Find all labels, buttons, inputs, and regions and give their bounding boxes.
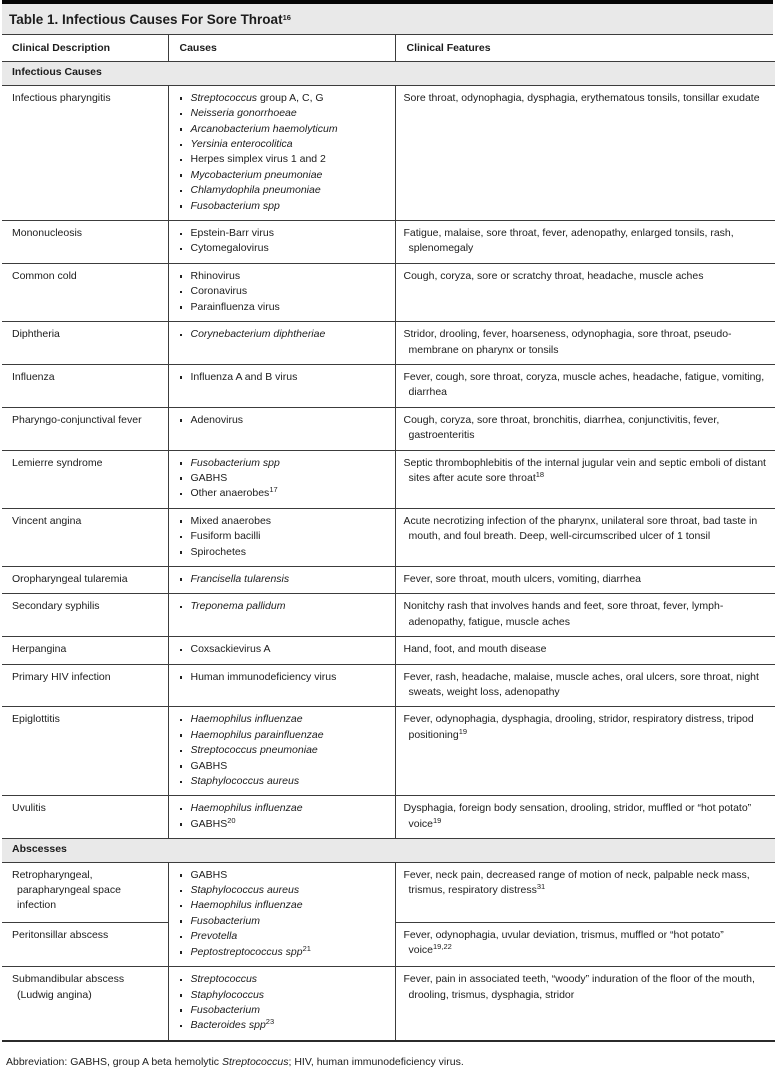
cell-text	[404, 226, 768, 257]
cause-item	[169, 572, 389, 587]
text-run: Hand, foot, and mouth disease	[403, 643, 547, 656]
col-header-clinical-description: Clinical Description	[12, 42, 111, 54]
cell-text	[404, 801, 768, 832]
cause-item	[169, 599, 389, 614]
text-run: Peritonsillar abscess	[12, 928, 109, 941]
bullet-icon	[180, 936, 183, 939]
text-run: Oropharyngeal tularemia	[12, 572, 128, 585]
text-run: Fever, rash, headache, malaise, muscle aches, oral ulcers, sore throat, night sweats, weight loss, adenopathy	[403, 670, 759, 698]
cell-text	[12, 599, 162, 614]
bullet-icon	[180, 419, 183, 422]
cell-text	[404, 928, 768, 959]
cause-item	[169, 284, 389, 299]
text-run: Yersinia enterocolitica	[190, 138, 293, 151]
text-run: Dysphagia, foreign body sensation, drooling, stridor, muffled or “hot potato” voice	[403, 802, 752, 830]
text-run: Septic thrombophlebitis of the internal jugular vein and septic emboli of distant sites after acute sore throat	[403, 456, 766, 484]
cause-item	[169, 226, 389, 241]
cause-item	[169, 759, 389, 774]
bullet-icon	[180, 734, 183, 737]
text-run: Human immunodeficiency virus	[190, 670, 337, 683]
bullet-icon	[180, 248, 183, 251]
cell-text	[404, 868, 768, 899]
text-run: Fusobacterium	[190, 914, 260, 927]
superscript-ref: 17	[269, 485, 278, 495]
bullet-icon	[180, 551, 183, 554]
table-row	[2, 566, 775, 593]
bullet-icon	[180, 823, 183, 826]
cell-text	[404, 91, 768, 106]
text-run: Fusiform bacilli	[190, 530, 261, 543]
text-run: Peptostreptococcus spp	[190, 945, 303, 958]
cause-item	[169, 743, 389, 758]
text-run: Fever, neck pain, decreased range of motion of neck, palpable neck mass, trismus, respiratory distress	[403, 868, 750, 897]
table-row	[2, 707, 775, 796]
text-run: Common cold	[12, 269, 77, 282]
bullet-icon	[180, 477, 183, 480]
superscript-ref: 21	[302, 943, 311, 953]
cause-item	[169, 241, 389, 256]
text-run: Table 1. Infectious Causes For Sore Throat	[9, 12, 283, 27]
header-row	[2, 35, 775, 62]
cause-item	[169, 471, 389, 486]
text-run: Staphylococcus aureus	[190, 775, 300, 788]
text-run: Fever, pain in associated teeth, “woody” induration of the floor of the mouth, drooling, trismus, dysphagia, stridor	[403, 973, 755, 1001]
text-run: Haemophilus parainfluenzae	[190, 728, 324, 741]
clinical-features-cell	[395, 407, 775, 450]
cell-text	[12, 670, 162, 685]
text-run: Epiglottitis	[12, 713, 60, 726]
bullet-icon	[180, 113, 183, 116]
bullet-icon	[180, 291, 183, 294]
bullet-icon	[180, 606, 183, 609]
cell-text	[404, 370, 768, 401]
cause-item	[169, 529, 389, 544]
table-row	[2, 637, 775, 664]
cell-text	[404, 327, 768, 358]
text-run: Streptococcus pneumoniae	[190, 744, 318, 757]
clinical-features-cell	[395, 85, 775, 220]
cell-text	[404, 599, 768, 630]
cause-item	[169, 801, 389, 816]
cause-item	[169, 300, 389, 315]
cell-text	[404, 572, 768, 587]
bullet-icon	[180, 159, 183, 162]
text-run: Abbreviation: GABHS, group A beta hemolytic	[6, 1055, 222, 1068]
section-header: Abscesses	[2, 839, 775, 862]
text-run: Streptococcus	[190, 91, 258, 104]
text-run: Fusobacterium spp	[190, 199, 280, 212]
text-run: Rhinovirus	[190, 269, 241, 282]
text-run: GABHS	[190, 868, 228, 881]
text-run: Nonitchy rash that involves hands and feet, sore throat, fever, lymph-adenopathy, fatigue, muscle aches	[403, 600, 724, 628]
text-run: Fever, odynophagia, uvular deviation, trismus, muffled or “hot potato” voice	[403, 928, 724, 957]
bullet-icon	[180, 905, 183, 908]
causes-cell	[168, 450, 395, 508]
bullet-icon	[180, 765, 183, 768]
causes-cell	[168, 967, 395, 1041]
table-row	[2, 508, 775, 566]
text-run: Stridor, drooling, fever, hoarseness, odynophagia, sore throat, pseudo-membrane on pharynx or tonsils	[403, 328, 732, 356]
table-row	[2, 221, 775, 264]
text-run: Fever, odynophagia, dysphagia, drooling, stridor, respiratory distress, tripod positioning	[403, 713, 754, 741]
cause-item	[169, 199, 389, 214]
causes-cell	[168, 407, 395, 450]
bullet-icon	[180, 808, 183, 811]
clinical-features-cell	[395, 862, 775, 922]
causes-cell	[168, 594, 395, 637]
bullet-icon	[180, 1009, 183, 1012]
bullet-icon	[180, 97, 183, 100]
clinical-features-cell	[395, 566, 775, 593]
cause-item	[169, 642, 389, 657]
text-run: Fatigue, malaise, sore throat, fever, adenopathy, enlarged tonsils, rash, splenomegaly	[403, 227, 734, 255]
clinical-features-cell	[395, 594, 775, 637]
cause-item	[169, 728, 389, 743]
table-row	[2, 664, 775, 707]
text-run: GABHS	[190, 817, 228, 830]
clinical-features-cell	[395, 664, 775, 707]
section-header-row	[2, 839, 775, 862]
text-run: Fusobacterium	[190, 1003, 260, 1016]
cause-item	[169, 1003, 389, 1018]
text-run: group A, C, G	[257, 91, 324, 104]
table-row	[2, 407, 775, 450]
bullet-icon	[180, 781, 183, 784]
cause-item	[169, 269, 389, 284]
text-run: Corynebacterium diphtheriae	[190, 328, 326, 341]
text-run: GABHS	[190, 759, 228, 772]
cell-text	[12, 456, 162, 471]
bullet-icon	[180, 128, 183, 131]
cell-text	[12, 642, 162, 657]
table-row	[2, 967, 775, 1041]
cause-item	[169, 817, 389, 832]
clinical-description-cell	[2, 508, 168, 566]
table-row	[2, 450, 775, 508]
text-run: Staphylococcus aureus	[190, 884, 300, 897]
cell-text	[12, 226, 162, 241]
superscript-ref: 18	[535, 469, 545, 479]
text-run: Haemophilus influenzae	[190, 802, 303, 815]
bullet-icon	[180, 979, 183, 982]
clinical-description-cell	[2, 263, 168, 321]
cell-text	[404, 413, 768, 444]
cause-item	[169, 898, 389, 913]
clinical-features-cell	[395, 263, 775, 321]
text-run: Influenza	[12, 370, 55, 383]
cell-text	[12, 514, 162, 529]
text-run: GABHS	[190, 471, 228, 484]
text-run: Cough, coryza, sore throat, bronchitis, diarrhea, conjunctivitis, fever, gastroenteritis	[403, 413, 720, 442]
table-row	[2, 364, 775, 407]
bullet-icon	[180, 536, 183, 539]
clinical-features-cell	[395, 322, 775, 365]
superscript-ref: 23	[265, 1017, 275, 1027]
cause-item	[169, 914, 389, 929]
causes-cell	[168, 322, 395, 365]
text-run: Secondary syphilis	[12, 600, 100, 613]
text-run: Chlamydophila pneumoniae	[190, 184, 321, 197]
causes-cell	[168, 862, 395, 966]
cause-item	[169, 327, 389, 342]
section-header-row	[2, 62, 775, 85]
bullet-icon	[180, 376, 183, 379]
table-title-text	[9, 12, 291, 27]
clinical-description-cell	[2, 922, 168, 966]
table-row	[2, 322, 775, 365]
bullet-icon	[180, 1025, 183, 1028]
text-run: Sore throat, odynophagia, dysphagia, erythematous tonsils, tonsillar exudate	[403, 91, 760, 104]
bullet-icon	[180, 750, 183, 753]
col-header-causes: Causes	[168, 35, 395, 62]
text-run: Other anaerobes	[190, 487, 270, 500]
cell-text	[12, 327, 162, 342]
bullet-icon	[180, 719, 183, 722]
text-run: Primary HIV infection	[12, 670, 111, 683]
text-run: Infectious pharyngitis	[12, 91, 111, 104]
text-run: Submandibular abscess (Ludwig angina)	[12, 973, 125, 1001]
text-run: Haemophilus influenzae	[190, 713, 303, 726]
clinical-description-cell	[2, 594, 168, 637]
cell-text	[404, 514, 768, 545]
cause-item	[169, 868, 389, 883]
cause-item	[169, 1018, 389, 1033]
cell-text	[12, 370, 162, 385]
cause-item	[169, 183, 389, 198]
text-run: Cough, coryza, sore or scratchy throat, headache, muscle aches	[403, 269, 704, 282]
causes-cell	[168, 221, 395, 264]
cell-text	[404, 642, 768, 657]
causes-cell	[168, 796, 395, 839]
cause-item	[169, 137, 389, 152]
text-run: Neisseria gonorrhoeae	[190, 107, 297, 120]
text-run: Lemierre syndrome	[12, 456, 103, 469]
text-run: Staphylococcus	[190, 988, 265, 1001]
text-run: ; HIV, human immunodeficiency virus.	[288, 1055, 464, 1068]
causes-cell	[168, 566, 395, 593]
text-run: Treponema pallidum	[190, 600, 286, 613]
bullet-icon	[180, 649, 183, 652]
bullet-icon	[180, 874, 183, 877]
clinical-features-cell	[395, 796, 775, 839]
cell-text	[12, 972, 162, 1003]
bullet-icon	[180, 275, 183, 278]
text-run: Acute necrotizing infection of the pharynx, unilateral sore throat, bad taste in mouth, and foul breath. Deep, well-circumscribed ulcer of 1 tonsil	[403, 514, 758, 543]
causes-cell	[168, 707, 395, 796]
text-run: Bacteroides spp	[190, 1019, 266, 1032]
clinical-description-cell	[2, 664, 168, 707]
bullet-icon	[180, 676, 183, 679]
clinical-description-cell	[2, 707, 168, 796]
cause-item	[169, 486, 389, 501]
infectious-causes-table	[2, 35, 775, 1042]
text-run: Vincent angina	[12, 514, 82, 527]
cell-text	[12, 712, 162, 727]
bullet-icon	[180, 951, 183, 954]
bullet-icon	[180, 493, 183, 496]
clinical-features-cell	[395, 508, 775, 566]
text-run: Influenza A and B virus	[190, 370, 298, 383]
cause-item	[169, 456, 389, 471]
text-run: Parainfluenza virus	[190, 300, 280, 313]
clinical-features-cell	[395, 450, 775, 508]
clinical-description-cell	[2, 862, 168, 922]
cause-item	[169, 670, 389, 685]
cause-item	[169, 988, 389, 1003]
cause-item	[169, 929, 389, 944]
bullet-icon	[180, 334, 183, 337]
text-run: Retropharyngeal, parapharyngeal space infection	[12, 868, 121, 912]
superscript-ref: 19,22	[433, 942, 452, 952]
superscript-ref: 19	[433, 815, 442, 825]
cause-item	[169, 122, 389, 137]
text-run: Spirochetes	[190, 545, 246, 558]
clinical-description-cell	[2, 85, 168, 220]
table-row	[2, 85, 775, 220]
causes-cell	[168, 664, 395, 707]
bullet-icon	[180, 306, 183, 309]
bullet-icon	[180, 144, 183, 147]
text-run: Cytomegalovirus	[190, 242, 269, 255]
cause-item	[169, 545, 389, 560]
cause-item	[169, 972, 389, 987]
table-row	[2, 796, 775, 839]
footnote	[2, 1055, 773, 1069]
superscript-ref: 31	[536, 882, 546, 892]
cell-text	[12, 91, 162, 106]
text-run: Fever, cough, sore throat, coryza, muscle aches, headache, fatigue, vomiting, diarrhea	[403, 370, 765, 399]
cell-text	[12, 868, 162, 914]
clinical-description-cell	[2, 566, 168, 593]
bullet-icon	[180, 520, 183, 523]
table-row	[2, 263, 775, 321]
cause-item	[169, 413, 389, 428]
clinical-description-cell	[2, 450, 168, 508]
superscript-ref: 20	[227, 815, 236, 825]
cause-item	[169, 774, 389, 789]
text-run: Streptococcus	[190, 973, 258, 986]
cell-text	[404, 712, 768, 743]
text-run: Adenovirus	[190, 413, 244, 426]
text-run: Diphtheria	[12, 328, 60, 341]
text-run: Haemophilus influenzae	[190, 899, 303, 912]
col-header-clinical-features: Clinical Features	[395, 35, 775, 62]
cell-text	[404, 269, 768, 284]
clinical-description-cell	[2, 796, 168, 839]
text-run: Herpes simplex virus 1 and 2	[190, 153, 326, 166]
cell-text	[12, 572, 162, 587]
clinical-features-cell	[395, 967, 775, 1041]
superscript-ref: 19	[458, 726, 468, 736]
cell-text	[404, 670, 768, 701]
text-run: Fusobacterium spp	[190, 456, 280, 469]
section-header: Infectious Causes	[2, 62, 775, 85]
cell-text	[404, 456, 768, 487]
clinical-description-cell	[2, 637, 168, 664]
cause-item	[169, 370, 389, 385]
bullet-icon	[180, 233, 183, 236]
text-run: Epstein-Barr virus	[190, 227, 274, 240]
bullet-icon	[180, 994, 183, 997]
text-run: Mononucleosis	[12, 227, 83, 240]
clinical-description-cell	[2, 322, 168, 365]
cause-item	[169, 168, 389, 183]
superscript-ref: 16	[282, 13, 291, 22]
clinical-description-cell	[2, 221, 168, 264]
bullet-icon	[180, 578, 183, 581]
causes-cell	[168, 85, 395, 220]
cell-text	[12, 413, 162, 428]
clinical-features-cell	[395, 707, 775, 796]
text-run: Uvulitis	[12, 802, 46, 815]
bullet-icon	[180, 190, 183, 193]
cell-text	[12, 269, 162, 284]
cause-item	[169, 883, 389, 898]
cause-item	[169, 152, 389, 167]
cause-item	[169, 91, 389, 106]
text-run: Fever, sore throat, mouth ulcers, vomiting, diarrhea	[403, 572, 642, 585]
causes-cell	[168, 637, 395, 664]
cell-text	[12, 801, 162, 816]
bullet-icon	[180, 174, 183, 177]
text-run: Coronavirus	[190, 285, 248, 298]
clinical-description-cell	[2, 407, 168, 450]
cause-item	[169, 712, 389, 727]
bullet-icon	[180, 462, 183, 465]
text-run: Arcanobacterium haemolyticum	[190, 122, 338, 135]
bullet-icon	[180, 920, 183, 923]
clinical-features-cell	[395, 364, 775, 407]
clinical-features-cell	[395, 922, 775, 966]
text-run: Francisella tularensis	[190, 572, 290, 585]
clinical-features-cell	[395, 637, 775, 664]
cell-text	[404, 972, 768, 1003]
bullet-icon	[180, 890, 183, 893]
text-run: Pharyngo-conjunctival fever	[12, 413, 142, 426]
clinical-features-cell	[395, 221, 775, 264]
causes-cell	[168, 263, 395, 321]
table-title	[2, 0, 773, 35]
causes-cell	[168, 364, 395, 407]
clinical-description-cell	[2, 967, 168, 1041]
text-run: Coxsackievirus A	[190, 643, 271, 656]
text-run: Prevotella	[190, 930, 238, 943]
cell-text	[12, 928, 162, 943]
text-run: Mixed anaerobes	[190, 514, 272, 527]
text-run: Herpangina	[12, 643, 67, 656]
clinical-description-cell	[2, 364, 168, 407]
cause-item	[169, 945, 389, 960]
table-row	[2, 862, 775, 922]
cause-item	[169, 514, 389, 529]
text-run: Streptococcus	[221, 1055, 289, 1068]
bullet-icon	[180, 205, 183, 208]
text-run: Mycobacterium pneumoniae	[190, 168, 323, 181]
table-row	[2, 594, 775, 637]
cause-item	[169, 106, 389, 121]
causes-cell	[168, 508, 395, 566]
